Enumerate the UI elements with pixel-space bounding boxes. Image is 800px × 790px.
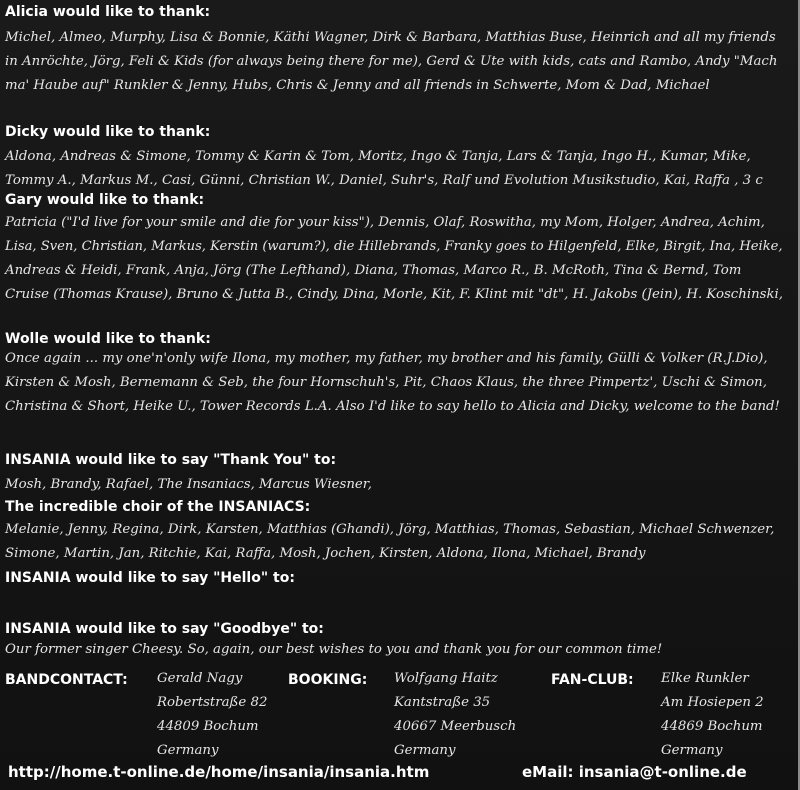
thankyou-heading: INSANIA would like to say "Thank You" to: (5, 452, 337, 468)
hello-heading: INSANIA would like to say "Hello" to: (5, 570, 295, 586)
bandcontact-line-2: Robertstraße 82 (157, 695, 268, 710)
wolle-heading: Wolle would like to thank: (5, 331, 211, 347)
gary-line-1: Patricia ("I'd live for your smile and die for your kiss"), Dennis, Olaf, Roswitha, my Mom, Holger, Andrea, Achim, (5, 215, 765, 230)
alicia-heading: Alicia would like to thank: (5, 4, 211, 20)
wolle-line-3: Christina & Short, Heike U., Tower Records L.A. Also I'd like to say hello to Alicia and Dicky, welcome to the band! (5, 399, 780, 414)
website-url: http://home.t-online.de/home/insania/insania.htm (8, 763, 430, 781)
fanclub-label: FAN-CLUB: (551, 672, 634, 688)
alicia-line-1: Michel, Almeo, Murphy, Lisa & Bonnie, Käthi Wagner, Dirk & Barbara, Matthias Buse, Heinrich and all my friends (5, 30, 776, 45)
gary-line-2: Lisa, Sven, Christian, Markus, Kerstin (warum?), die Hillebrands, Franky goes to Hilgenfeld, Elke, Birgit, Ina, Heike, (5, 239, 783, 254)
email-address: eMail: insania@t-online.de (522, 763, 747, 781)
bandcontact-line-4: Germany (157, 743, 219, 758)
booking-line-2: Kantstraße 35 (394, 695, 491, 710)
choir-line-1: Melanie, Jenny, Regina, Dirk, Karsten, Matthias (Ghandi), Jörg, Matthias, Thomas, Sebastian, Michael Schwenzer, (5, 522, 775, 537)
alicia-line-3: ma' Haube auf" Runkler & Jenny, Hubs, Chris & Jenny and all friends in Schwerte, Mom & Dad, Michael (5, 78, 710, 93)
booking-label: BOOKING: (288, 672, 368, 688)
dicky-heading: Dicky would like to thank: (5, 124, 211, 140)
booking-line-3: 40667 Meerbusch (394, 719, 517, 734)
fanclub-line-2: Am Hosiepen 2 (661, 695, 764, 710)
choir-heading: The incredible choir of the INSANIACS: (5, 499, 311, 515)
dicky-line-2: Tommy A., Markus M., Casi, Günni, Christian W., Daniel, Suhr's, Ralf und Evolution Musikstudio, Kai, Raffa , 3 c (5, 173, 763, 188)
alicia-line-2: in Anröchte, Jörg, Feli & Kids (for always being there for me), Gerd & Ute with kids, cats and Rambo, Andy "Mach (5, 54, 778, 69)
booking-line-4: Germany (394, 743, 456, 758)
bandcontact-label: BANDCONTACT: (5, 672, 128, 688)
goodbye-heading: INSANIA would like to say "Goodbye" to: (5, 621, 324, 637)
goodbye-line-1: Our former singer Cheesy. So, again, our best wishes to you and thank you for our common time! (5, 642, 663, 657)
fanclub-line-1: Elke Runkler (661, 671, 749, 686)
gary-line-3: Andreas & Heidi, Frank, Anja, Jörg (The Lefthand), Diana, Thomas, Marco R., B. McRoth, Tina & Bernd, Tom (5, 263, 742, 278)
choir-line-2: Simone, Martin, Jan, Ritchie, Kai, Raffa, Mosh, Jochen, Kirsten, Aldona, Ilona, Michael, Brandy (5, 546, 646, 561)
thankyou-line-1: Mosh, Brandy, Rafael, The Insaniacs, Marcus Wiesner, (5, 477, 372, 492)
fanclub-line-3: 44869 Bochum (661, 719, 763, 734)
wolle-line-2: Kirsten & Mosh, Bernemann & Seb, the four Hornschuh's, Pit, Chaos Klaus, the three Pimpertz', Uschi & Simon, (5, 375, 767, 390)
bandcontact-line-1: Gerald Nagy (157, 671, 243, 686)
gary-heading: Gary would like to thank: (5, 192, 205, 208)
gary-line-4: Cruise (Thomas Krause), Bruno & Jutta B., Cindy, Dina, Morle, Kit, F. Klint mit "dt", H. Jakobs (Jein), H. Koschinski, (5, 287, 783, 302)
wolle-line-1: Once again ... my one'n'only wife Ilona, my mother, my father, my brother and his family, Gülli & Volker (R.J.Dio), (5, 351, 768, 366)
dicky-line-1: Aldona, Andreas & Simone, Tommy & Karin & Tom, Moritz, Ingo & Tanja, Lars & Tanja, Ingo H., Kumar, Mike, (5, 149, 751, 164)
fanclub-line-4: Germany (661, 743, 723, 758)
bandcontact-line-3: 44809 Bochum (157, 719, 259, 734)
booking-line-1: Wolfgang Haitz (394, 671, 498, 686)
